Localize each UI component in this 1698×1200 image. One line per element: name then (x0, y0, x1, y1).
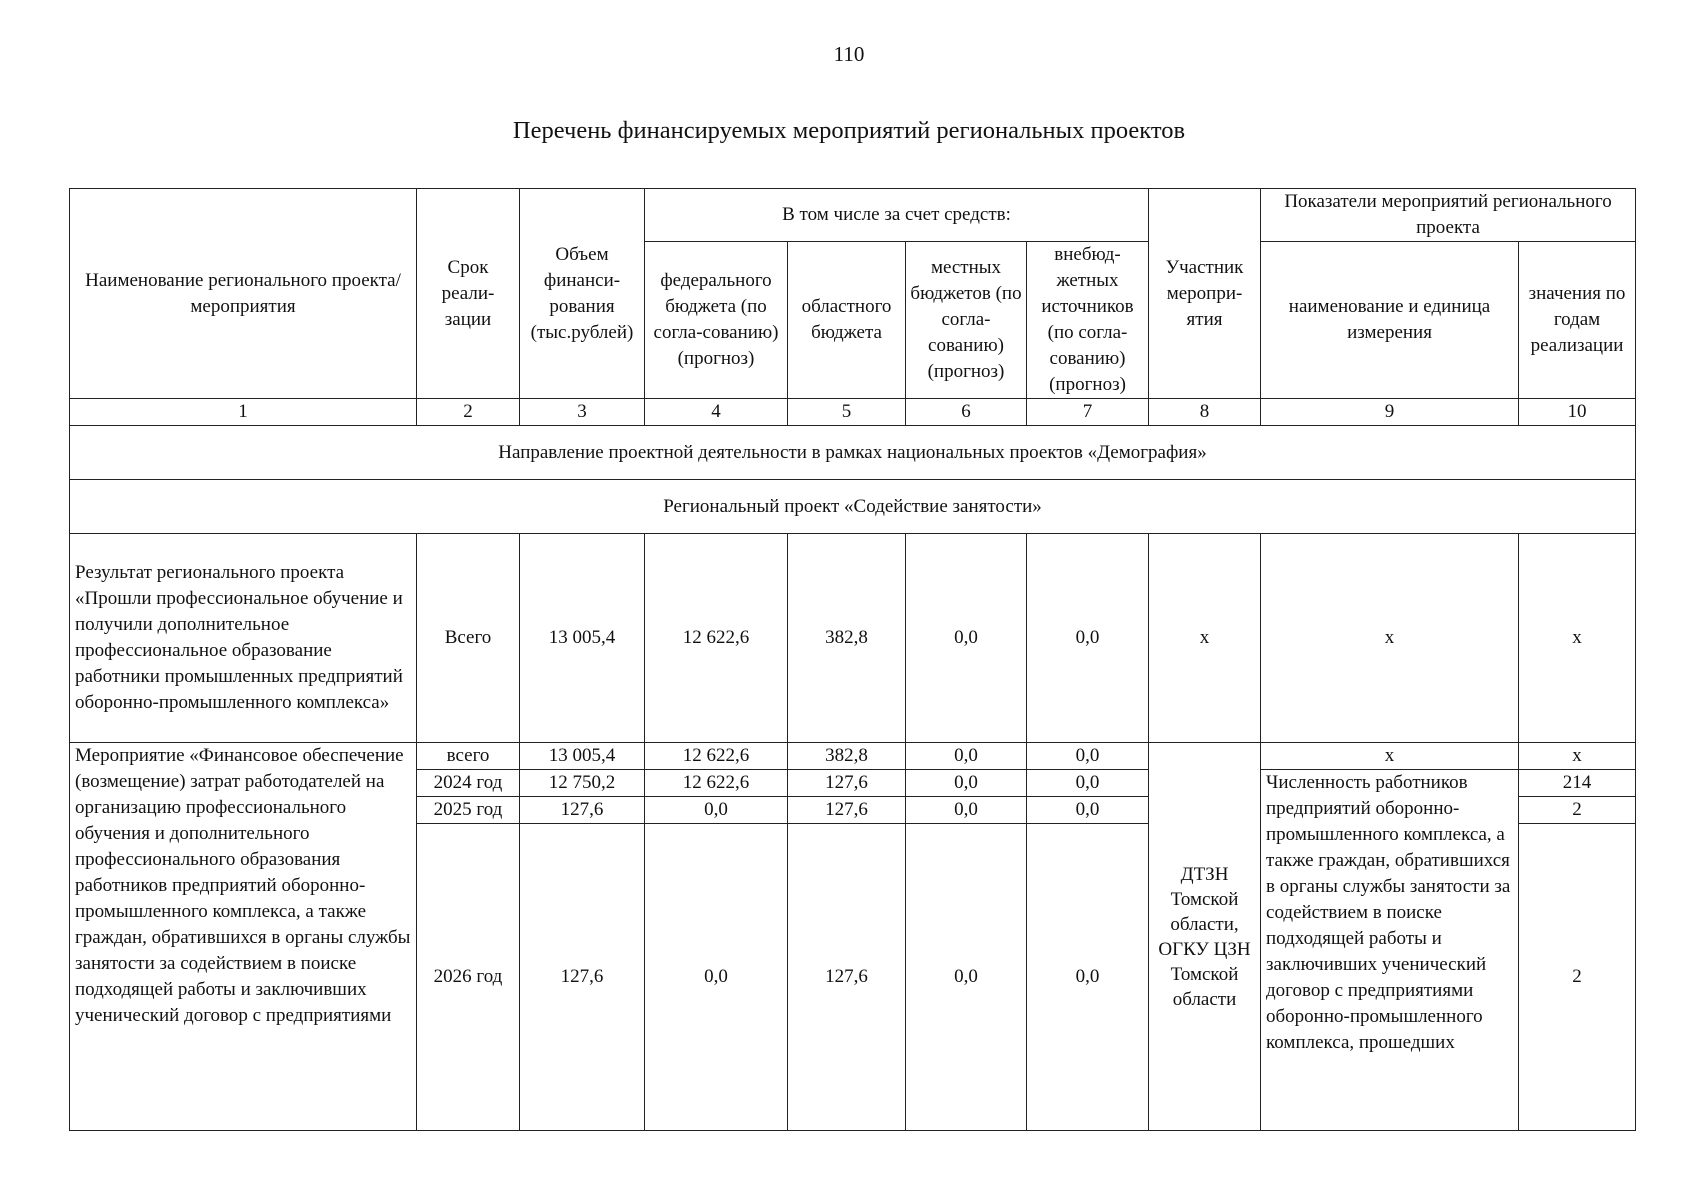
header-period: Срок реали-зации (417, 189, 520, 399)
event-period: 2026 год (417, 824, 520, 1131)
page-number: 110 (833, 42, 865, 66)
project-row (70, 480, 1636, 534)
result-row (70, 534, 1636, 743)
header-regional: областного бюджета (788, 242, 906, 399)
event-extra: 0,0 (1027, 743, 1149, 770)
event-value-2026: 2 (1519, 824, 1636, 1131)
column-number: 3 (520, 399, 645, 426)
column-number-row (70, 399, 1636, 426)
event-period: 2025 год (417, 797, 520, 824)
event-value-total: х (1519, 743, 1636, 770)
column-number: 7 (1027, 399, 1149, 426)
result-local: 0,0 (906, 534, 1027, 743)
result-period: Всего (417, 534, 520, 743)
direction-title: Направление проектной деятельности в рамках национальных проектов «Демография» (70, 426, 1636, 480)
header-indicator-values: значения по годам реализации (1519, 242, 1636, 399)
result-name: Результат регионального проекта «Прошли профессиональное обучение и получили дополнительное профессиональное образование работники промышленных предприятий оборонно-промышленного комплекса» (70, 534, 417, 743)
event-period: 2024 год (417, 770, 520, 797)
event-local: 0,0 (906, 797, 1027, 824)
result-federal: 12 622,6 (645, 534, 788, 743)
result-extra: 0,0 (1027, 534, 1149, 743)
header-local: местных бюджетов (по согла-сованию) (прогноз) (906, 242, 1027, 399)
header-indicator-name: наименование и единица измерения (1261, 242, 1519, 399)
result-total: 13 005,4 (520, 534, 645, 743)
event-total: 127,6 (520, 824, 645, 1131)
event-extra: 0,0 (1027, 797, 1149, 824)
event-local: 0,0 (906, 770, 1027, 797)
event-name: Мероприятие «Финансовое обеспечение (возмещение) затрат работодателей на организацию профессионального обучения и дополнительного профессионального образования работников предприятий оборонно-промышленного комплекса, а также граждан, обратившихся в органы службы занятости за содействием в поиске подходящей работы и заключивших ученический договор с предприятиями (70, 743, 417, 1131)
column-number: 2 (417, 399, 520, 426)
header-total: Объем финанси-рования (тыс.рублей) (520, 189, 645, 399)
header-name: Наименование регионального проекта/ мероприятия (70, 189, 417, 399)
event-indicator-total: х (1261, 743, 1519, 770)
result-participant: х (1149, 534, 1261, 743)
column-number: 9 (1261, 399, 1519, 426)
event-federal: 12 622,6 (645, 743, 788, 770)
result-indicator: х (1261, 534, 1519, 743)
header-extra: внебюд-жетных источников (по согла-сованию) (прогноз) (1027, 242, 1149, 399)
event-regional: 382,8 (788, 743, 906, 770)
event-federal: 12 622,6 (645, 770, 788, 797)
event-value-2025: 2 (1519, 797, 1636, 824)
result-values: х (1519, 534, 1636, 743)
event-regional: 127,6 (788, 770, 906, 797)
event-local: 0,0 (906, 824, 1027, 1131)
event-federal: 0,0 (645, 797, 788, 824)
column-number: 5 (788, 399, 906, 426)
header-funding-group: В том числе за счет средств: (645, 189, 1149, 242)
header-indicators-group: Показатели мероприятий регионального проекта (1261, 189, 1636, 242)
column-number: 10 (1519, 399, 1636, 426)
document-title: Перечень финансируемых мероприятий региональных проектов (512, 117, 1186, 144)
project-title: Региональный проект «Содействие занятости» (70, 480, 1636, 534)
column-number: 4 (645, 399, 788, 426)
header-row-1 (70, 189, 1636, 242)
header-participant: Участник меропри-ятия (1149, 189, 1261, 399)
event-federal: 0,0 (645, 824, 788, 1131)
event-extra: 0,0 (1027, 824, 1149, 1131)
event-local: 0,0 (906, 743, 1027, 770)
result-regional: 382,8 (788, 534, 906, 743)
event-row-total (70, 743, 1636, 770)
event-regional: 127,6 (788, 824, 906, 1131)
column-number: 1 (70, 399, 417, 426)
event-total: 13 005,4 (520, 743, 645, 770)
event-indicator-name: Численность работников предприятий оборонно-промышленного комплекса, а также граждан, обратившихся в органы службы занятости за содействием в поиске подходящей работы и заключивших ученический договор с предприятиями оборонно-промышленного комплекса, прошедших (1261, 770, 1519, 1131)
direction-row (70, 426, 1636, 480)
event-participant: ДТЗН Томской области, ОГКУ ЦЗН Томской области (1149, 743, 1261, 1131)
column-number: 8 (1149, 399, 1261, 426)
event-period: всего (417, 743, 520, 770)
event-total: 127,6 (520, 797, 645, 824)
column-number: 6 (906, 399, 1027, 426)
financing-table (69, 188, 1636, 1131)
event-value-2024: 214 (1519, 770, 1636, 797)
event-regional: 127,6 (788, 797, 906, 824)
header-federal: федерального бюджета (по согла-сованию) (прогноз) (645, 242, 788, 399)
event-total: 12 750,2 (520, 770, 645, 797)
event-extra: 0,0 (1027, 770, 1149, 797)
